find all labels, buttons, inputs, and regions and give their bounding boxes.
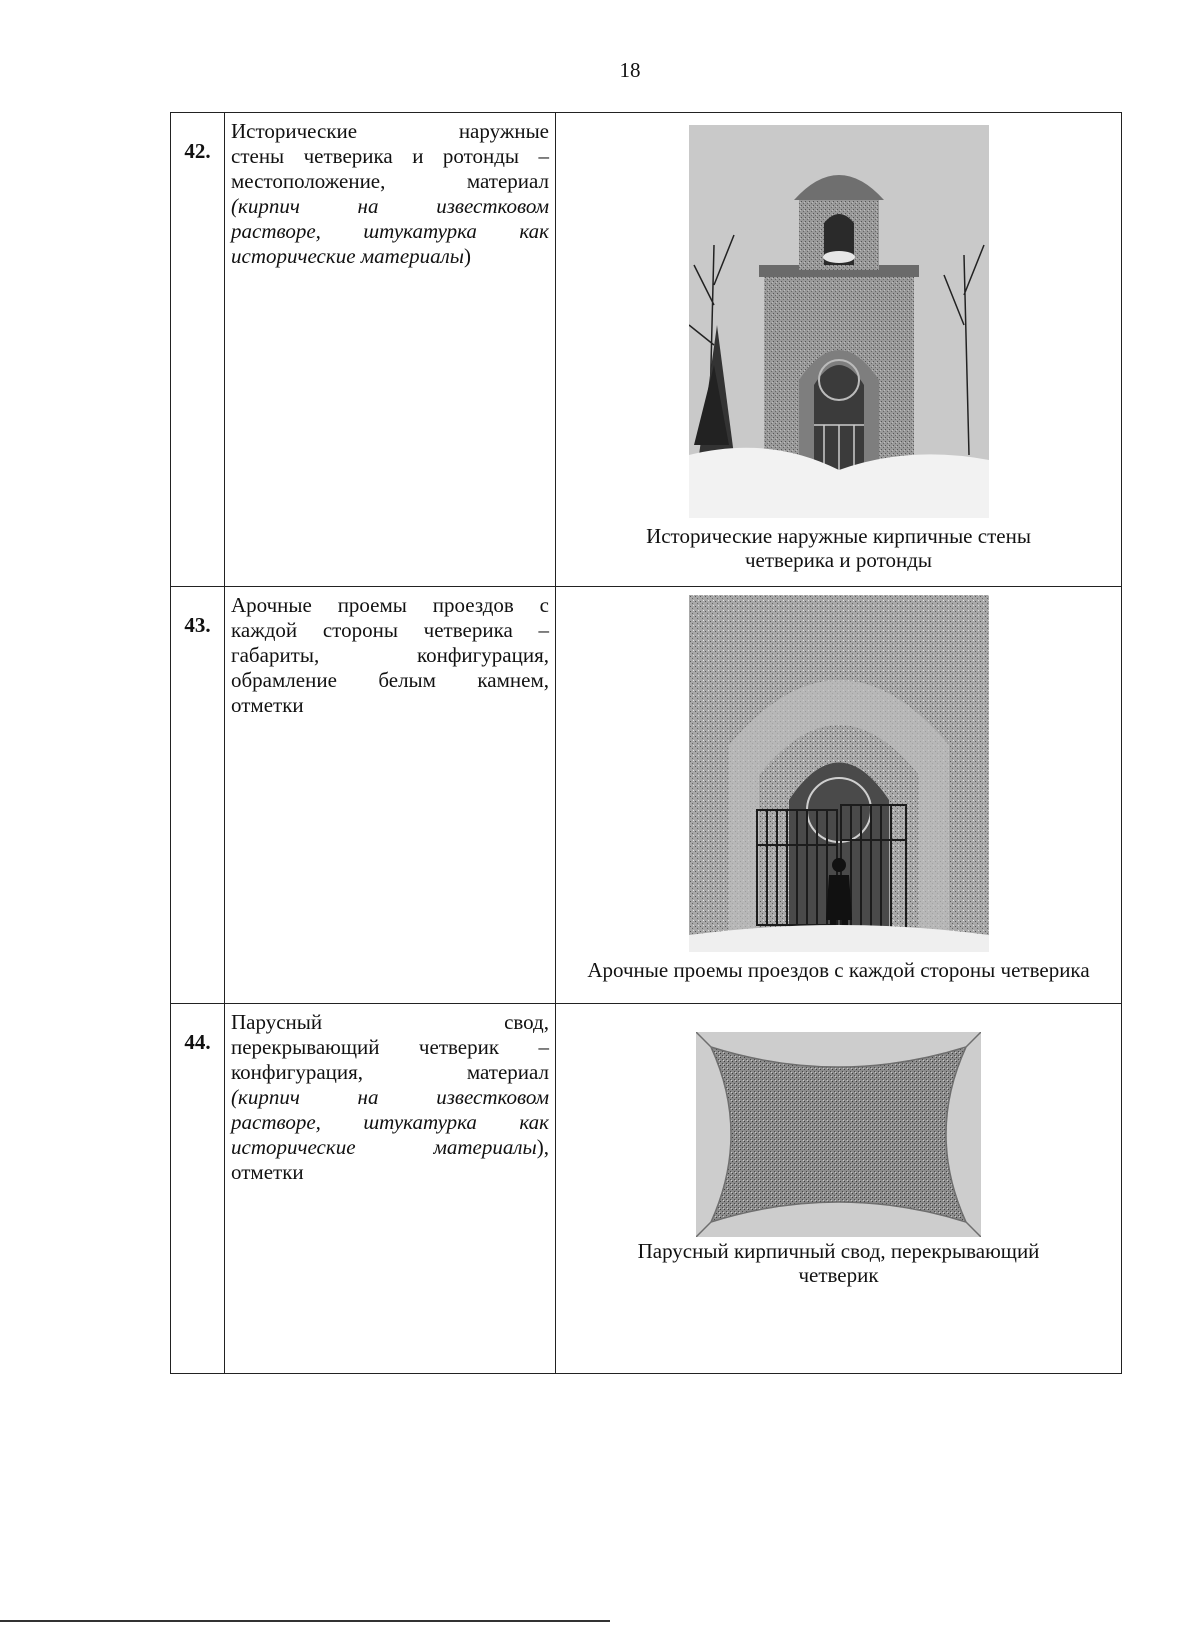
desc-italic-part: исторические материалы — [231, 1135, 537, 1159]
sail-vault-photo — [696, 1032, 981, 1237]
photo-cell — [556, 1004, 1122, 1374]
desc-line: габариты, конфигурация, — [231, 643, 549, 667]
church-tower-photo — [689, 125, 989, 518]
table-row — [171, 113, 1122, 587]
table-row — [171, 587, 1122, 1004]
footer-rule — [0, 1620, 610, 1622]
heritage-elements-table — [170, 112, 1122, 1374]
row-description — [225, 1004, 556, 1374]
desc-line-mixed — [231, 1135, 549, 1160]
arched-gateway-photo — [689, 595, 989, 952]
caption-line: четверик — [798, 1263, 879, 1287]
desc-line-italic: (кирпич на известковом — [231, 1085, 549, 1109]
caption-line: Исторические наружные кирпичные стены — [646, 524, 1031, 548]
desc-line: Арочные проемы проездов с — [231, 593, 549, 617]
row-number: 44. — [171, 1004, 225, 1374]
desc-line-italic: растворе, штукатурка как — [231, 219, 549, 243]
desc-line: каждой стороны четверика – — [231, 618, 549, 642]
desc-line: конфигурация, материал — [231, 1060, 549, 1084]
row-number: 42. — [171, 113, 225, 587]
page-number: 18 — [619, 58, 641, 82]
photo-caption — [556, 958, 1121, 982]
caption-line: Арочные проемы проездов с каждой стороны четверика — [587, 958, 1090, 982]
row-description — [225, 113, 556, 587]
photo-caption — [556, 1239, 1121, 1287]
caption-line: четверика и ротонды — [744, 548, 932, 572]
desc-line: Парусный свод, — [231, 1010, 549, 1034]
sail-vault-image — [696, 1032, 981, 1237]
arched-gateway-image — [689, 595, 989, 952]
row-description — [225, 587, 556, 1004]
desc-line: стены четверика и ротонды – — [231, 144, 549, 168]
desc-line-italic: растворе, штукатурка как — [231, 1110, 549, 1134]
desc-line: местоположение, материал — [231, 169, 549, 193]
church-tower-image — [689, 125, 989, 518]
desc-line: перекрывающий четверик – — [231, 1035, 549, 1059]
photo-cell — [556, 587, 1122, 1004]
row-number: 43. — [171, 587, 225, 1004]
desc-line: отметки — [231, 693, 304, 717]
desc-line: отметки — [231, 1160, 304, 1184]
table-row — [171, 1004, 1122, 1374]
desc-tail: ) — [464, 244, 472, 268]
desc-line-mixed — [231, 244, 549, 269]
desc-line: Исторические наружные — [231, 119, 549, 143]
desc-tail: ), — [536, 1135, 549, 1159]
photo-caption — [556, 524, 1121, 572]
desc-italic-part: исторические материалы — [231, 244, 465, 268]
caption-line: Парусный кирпичный свод, перекрывающий — [637, 1239, 1040, 1263]
desc-line-italic: (кирпич на известковом — [231, 194, 549, 218]
photo-cell — [556, 113, 1122, 587]
desc-line: обрамление белым камнем, — [231, 668, 549, 692]
